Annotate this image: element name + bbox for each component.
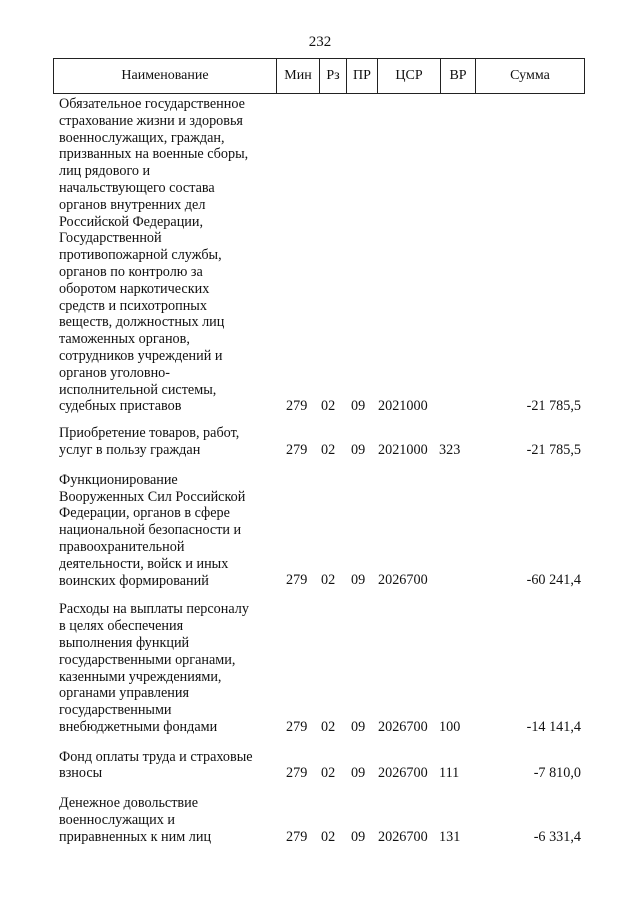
cell-vr: 131 bbox=[439, 828, 461, 845]
cell-sum: -60 241,4 bbox=[526, 572, 581, 589]
table-row bbox=[53, 425, 585, 459]
row-values bbox=[53, 719, 585, 736]
cell-sum: -21 785,5 bbox=[526, 398, 581, 415]
cell-rz: 02 bbox=[321, 398, 336, 415]
cell-csr: 2021000 bbox=[378, 398, 428, 415]
cell-csr: 2026700 bbox=[378, 572, 428, 589]
table-row bbox=[53, 795, 585, 845]
row-values bbox=[53, 398, 585, 415]
header-rz: Рз bbox=[320, 59, 347, 94]
row-values bbox=[53, 442, 585, 459]
table-row bbox=[53, 749, 585, 783]
header-csr: ЦСР bbox=[378, 59, 441, 94]
cell-rz: 02 bbox=[321, 572, 336, 589]
cell-min: 279 bbox=[286, 718, 308, 735]
cell-min: 279 bbox=[286, 828, 308, 845]
cell-pr: 09 bbox=[351, 572, 366, 589]
row-name: Обязательное государственное страхование жизни и здоровья военнослужащих, граждан, призванных на военные сборы, лиц рядового и начальствующего состава органов внутренних дел Российской Федерации, Государственной противопожарной службы, органов по контролю за оборотом наркотических средств и психотропных веществ, должностных лиц таможенных органов, сотрудников учреждений и органов уголовно- исполнительной системы, судебных приставов bbox=[59, 96, 249, 415]
table-row bbox=[53, 96, 585, 415]
cell-rz: 02 bbox=[321, 718, 336, 735]
cell-rz: 02 bbox=[321, 765, 336, 782]
cell-pr: 09 bbox=[351, 765, 366, 782]
cell-rz: 02 bbox=[321, 441, 336, 458]
cell-sum: -14 141,4 bbox=[526, 718, 581, 735]
cell-sum: -21 785,5 bbox=[526, 441, 581, 458]
header-vr: ВР bbox=[441, 59, 476, 94]
cell-pr: 09 bbox=[351, 718, 366, 735]
row-name: Фонд оплаты труда и страховые взносы bbox=[59, 748, 253, 782]
row-name: Денежное довольствие военнослужащих и приравненных к ним лиц bbox=[59, 795, 212, 845]
cell-vr: 111 bbox=[439, 765, 460, 782]
cell-vr: 323 bbox=[439, 441, 461, 458]
cell-vr: 100 bbox=[439, 718, 461, 735]
row-name: Функционирование Вооруженных Сил Российской Федерации, органов в сфере национальной безопасности и правоохранительной деятельности, войск и иных воинских формирований bbox=[59, 471, 246, 589]
row-values bbox=[53, 829, 585, 846]
header-sum: Сумма bbox=[476, 59, 585, 94]
cell-min: 279 bbox=[286, 398, 308, 415]
cell-min: 279 bbox=[286, 572, 308, 589]
page-number: 232 bbox=[308, 34, 332, 50]
cell-csr: 2026700 bbox=[378, 828, 428, 845]
cell-csr: 2026700 bbox=[378, 718, 428, 735]
table-header bbox=[53, 58, 585, 94]
row-values bbox=[53, 765, 585, 782]
cell-pr: 09 bbox=[351, 828, 366, 845]
header-pr: ПР bbox=[347, 59, 378, 94]
cell-pr: 09 bbox=[351, 441, 366, 458]
cell-pr: 09 bbox=[351, 398, 366, 415]
row-values bbox=[53, 572, 585, 589]
cell-rz: 02 bbox=[321, 828, 336, 845]
cell-csr: 2021000 bbox=[378, 441, 428, 458]
row-name: Приобретение товаров, работ, услуг в пользу граждан bbox=[59, 425, 240, 458]
cell-sum: -7 810,0 bbox=[533, 765, 581, 782]
table-body bbox=[53, 96, 585, 846]
row-name: Расходы на выплаты персоналу в целях обеспечения выполнения функций государственными органами, казенными учреждениями, органами управления государственными внебюджетными фондами bbox=[59, 601, 249, 735]
header-min: Мин bbox=[277, 59, 320, 94]
header-name: Наименование bbox=[54, 59, 277, 94]
cell-min: 279 bbox=[286, 441, 308, 458]
cell-csr: 2026700 bbox=[378, 765, 428, 782]
cell-sum: -6 331,4 bbox=[533, 828, 581, 845]
table-row bbox=[53, 472, 585, 590]
cell-min: 279 bbox=[286, 765, 308, 782]
table-row bbox=[53, 601, 585, 735]
